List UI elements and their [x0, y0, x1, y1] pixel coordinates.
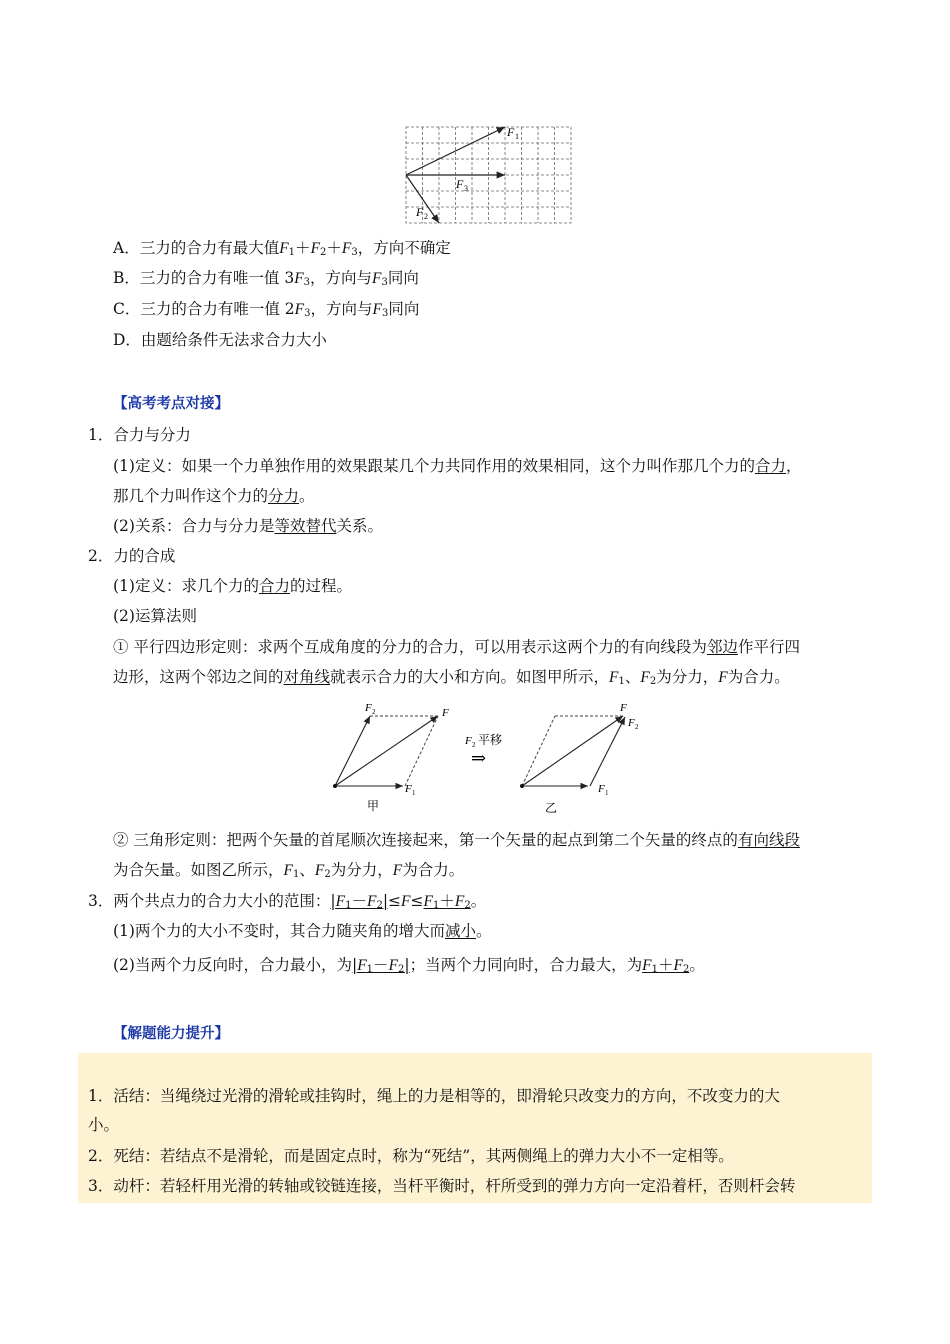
- option-b: B．三力的合力有唯一值 $3F_3$，方向与$F_3$同向: [113, 269, 419, 288]
- ability-item-1-cont: 小。: [88, 1116, 120, 1134]
- section-title-exam-points: 【高考考点对接】: [113, 396, 229, 412]
- section-title-ability: 【解题能力提升】: [113, 1026, 229, 1042]
- triangle-rule: ② 三角形定则：把两个矢量的首尾顺次连接起来，第一个矢量的起点到第二个矢量的终点的有向线段: [113, 831, 800, 849]
- parallelogram-triangle-figure: [325, 698, 645, 818]
- point-1-definition: (1)定义：如果一个力单独作用的效果跟某几个力共同作用的效果相同，这个力叫作那几个力的合力，: [113, 457, 802, 475]
- svg-text:1: 1: [515, 132, 519, 141]
- option-a: A．三力的合力有最大值$F_1+F_2+F_3$，方向不确定: [113, 239, 451, 258]
- point-3-range: 3．两个共点力的合力大小的范围：$|F_1-F_2|\le F\le F_1+F_2$。: [88, 892, 487, 911]
- point-1-relation: (2)关系：合力与分力是等效替代关系。: [113, 517, 383, 535]
- force-grid-figure: [400, 120, 580, 230]
- svg-text:平移: 平移: [478, 733, 503, 747]
- svg-text:1: 1: [605, 789, 609, 797]
- parallelogram-rule: ① 平行四边形定则：求两个互成角度的分力的合力，可以用表示这两个力的有向线段为邻边作平行四: [113, 638, 800, 656]
- option-c: C．三力的合力有唯一值 $2F_3$，方向与$F_3$同向: [113, 300, 420, 319]
- svg-text:乙: 乙: [545, 801, 558, 815]
- svg-text:2: 2: [472, 741, 476, 749]
- point-1-definition-cont: 那几个力叫作这个力的分力。: [113, 487, 315, 505]
- f3-label: F: [456, 177, 464, 191]
- f1-label: F: [507, 125, 515, 139]
- svg-text:F: F: [405, 783, 412, 795]
- svg-text:⇒: ⇒: [471, 748, 487, 768]
- svg-text:F: F: [465, 735, 472, 747]
- point-1-title: 1．合力与分力: [88, 426, 191, 444]
- ability-item-2: 2．死结：若结点不是滑轮，而是固定点时，称为“死结”，其两侧绳上的弹力大小不一定相等。: [88, 1147, 734, 1165]
- point-3-item-2: (2)当两个力反向时，合力最小，为$|F_1-F_2|$；当两个力同向时，合力最大，为$F_1+F_2$。: [113, 956, 705, 975]
- parallelogram-rule-cont: 边形，这两个邻边之间的对角线就表示合力的大小和方向。如图甲所示，$F_1$、$F_2$为分力，F为合力。: [113, 668, 790, 687]
- ability-item-3: 3．动杆：若轻杆用光滑的转轴或铰链连接，当杆平衡时，杆所受到的弹力方向一定沿着杆，否则杆会转: [88, 1177, 796, 1195]
- triangle-rule-cont: 为合矢量。如图乙所示，$F_1$、$F_2$为分力，F为合力。: [113, 861, 465, 880]
- svg-text:2: 2: [372, 708, 376, 716]
- svg-text:2: 2: [635, 723, 639, 731]
- svg-text:F: F: [620, 702, 627, 714]
- option-d: D．由题给条件无法求合力大小: [113, 331, 327, 349]
- svg-text:3: 3: [464, 184, 468, 193]
- svg-text:F: F: [598, 783, 605, 795]
- svg-text:F: F: [365, 702, 372, 714]
- svg-text:F: F: [628, 717, 635, 729]
- figure-jia: [333, 702, 449, 813]
- svg-text:1: 1: [412, 789, 416, 797]
- figure-yi: [520, 702, 639, 815]
- point-2-definition: (1)定义：求几个力的合力的过程。: [113, 577, 352, 595]
- svg-text:F: F: [442, 707, 449, 719]
- svg-text:甲: 甲: [367, 799, 380, 813]
- point-2-title: 2．力的合成: [88, 547, 176, 565]
- point-3-item-1: (1)两个力的大小不变时，其合力随夹角的增大而减小。: [113, 922, 492, 940]
- point-2-rules: (2)运算法则: [113, 607, 197, 625]
- f2-label: F: [416, 205, 424, 219]
- ability-item-1: 1．活结：当绳绕过光滑的滑轮或挂钩时，绳上的力是相等的，即滑轮只改变力的方向，不改变力的大: [88, 1087, 780, 1105]
- svg-text:2: 2: [424, 212, 428, 221]
